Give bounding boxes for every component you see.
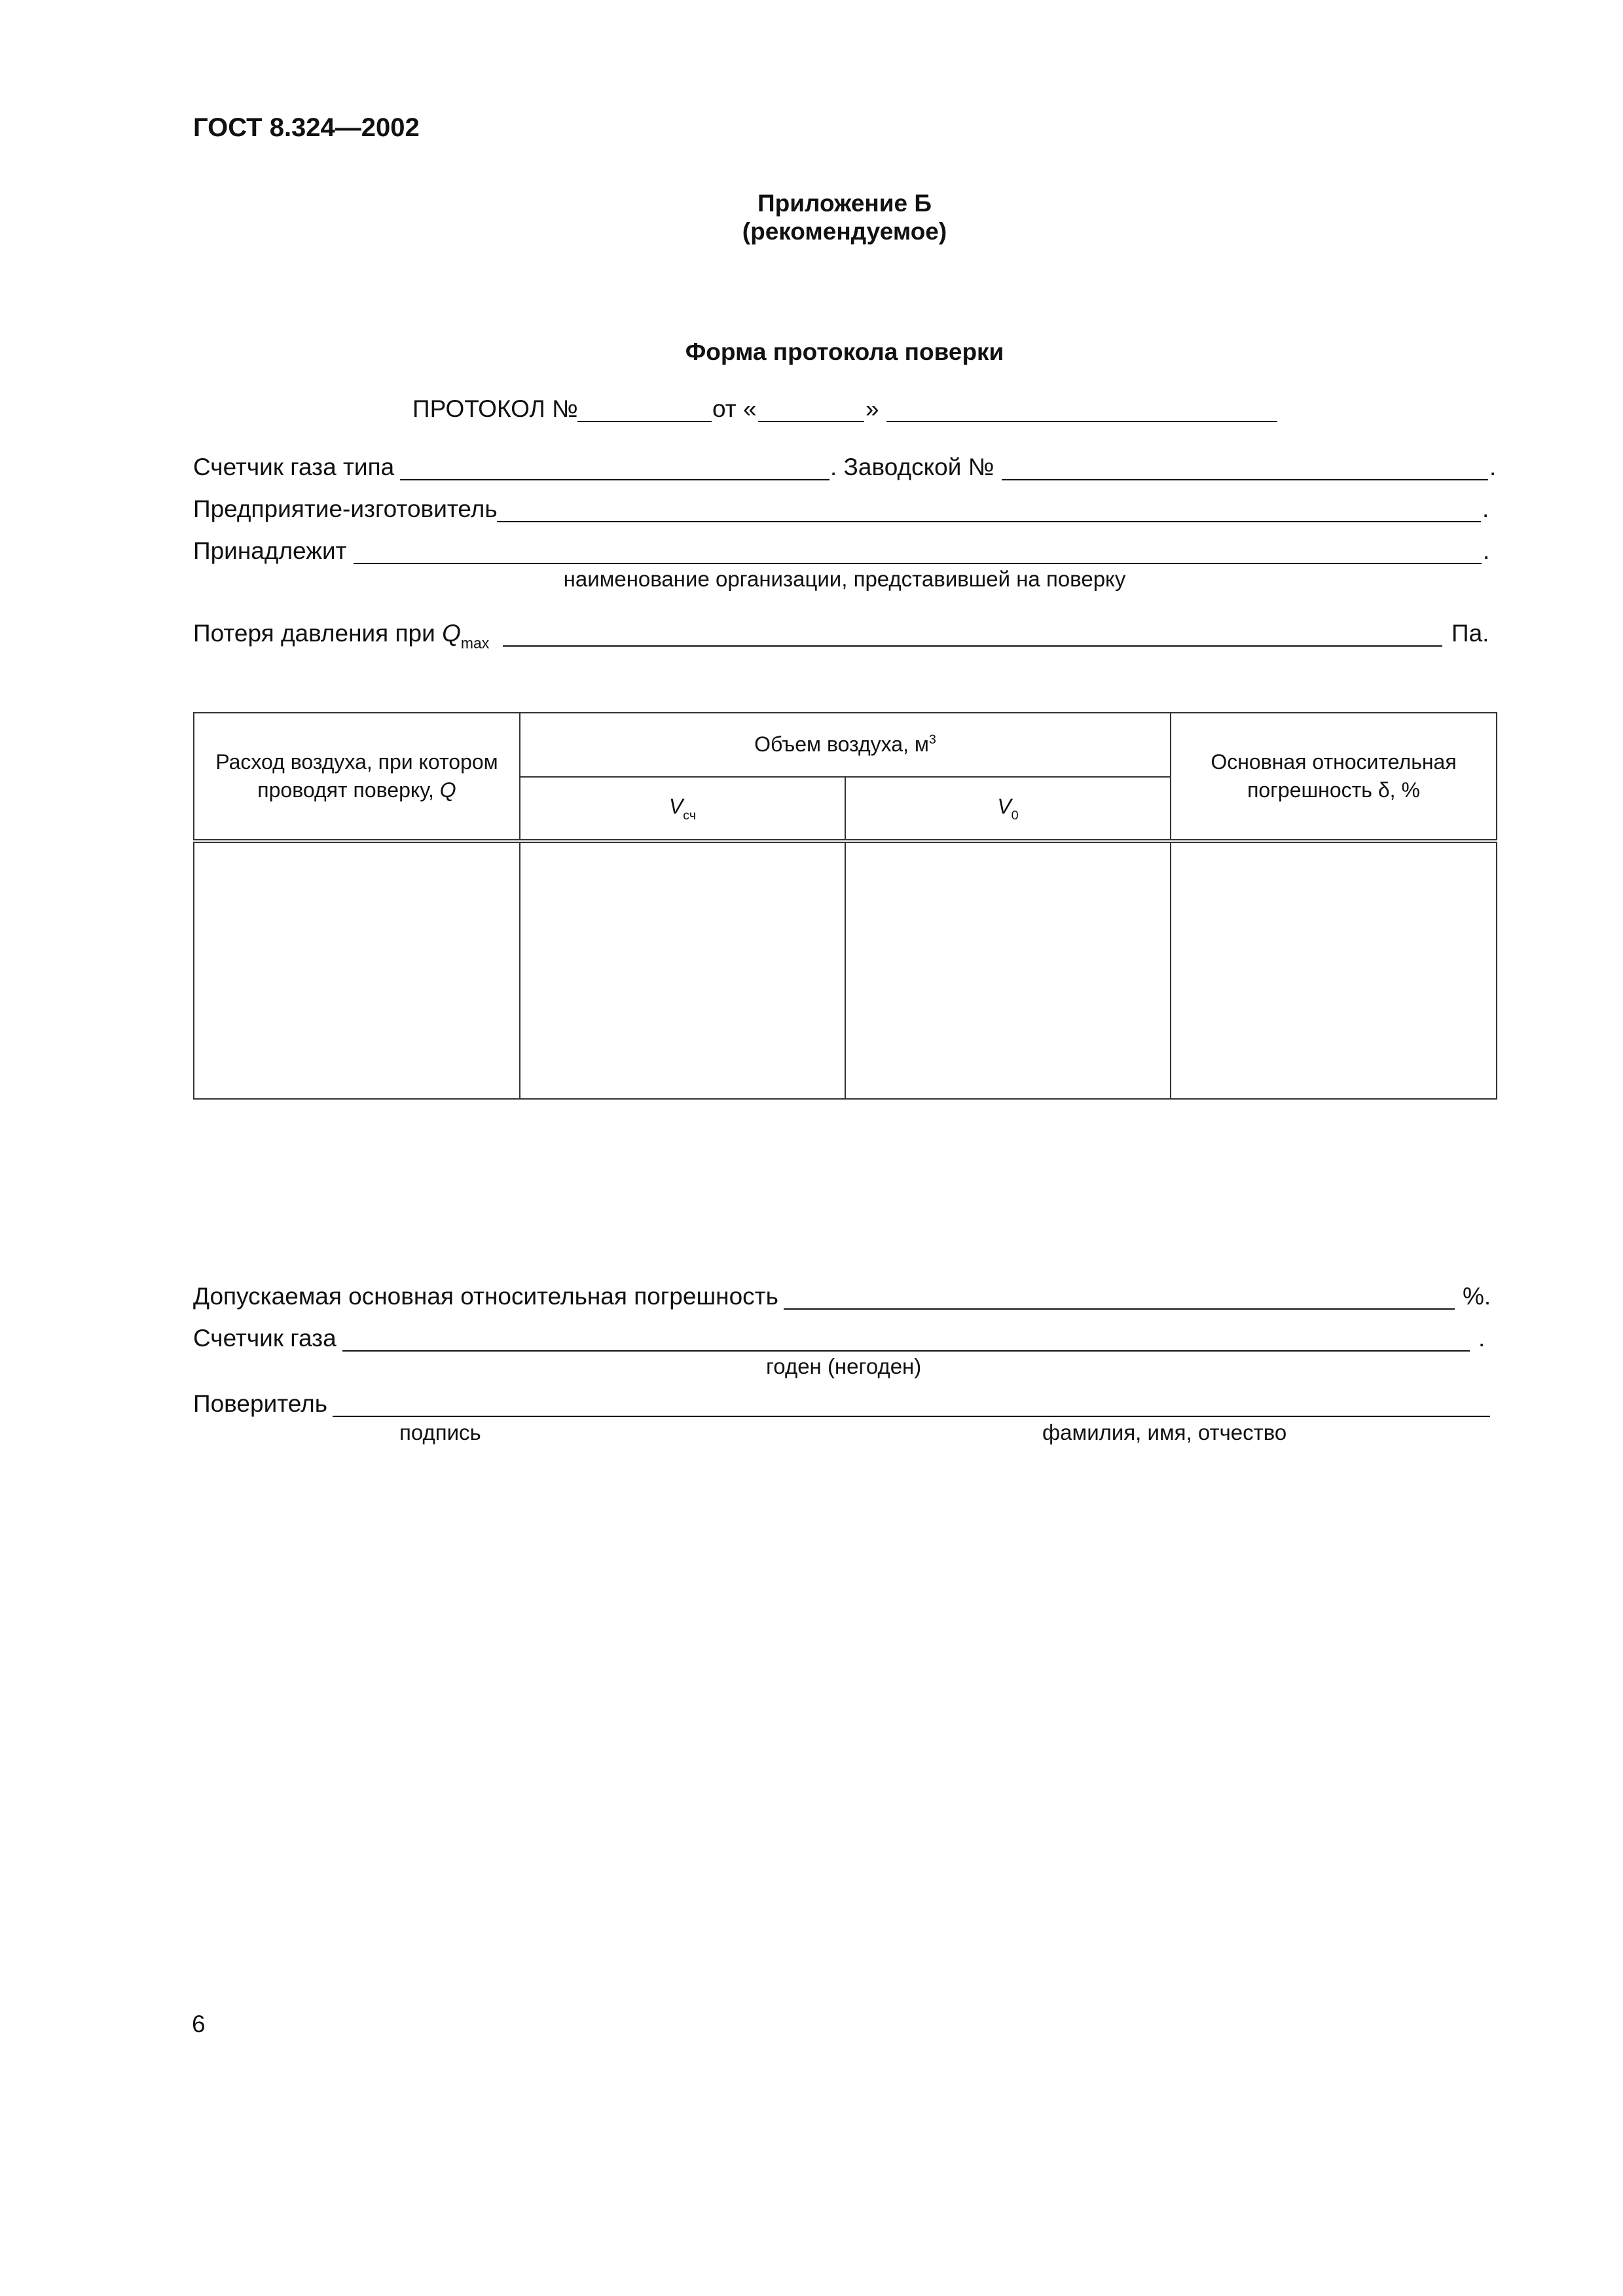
manufacturer-label: Предприятие-изготовитель — [193, 495, 498, 522]
owner-label: Принадлежит — [193, 537, 347, 564]
tolerance-line[interactable] — [784, 1308, 1455, 1310]
flow-rate-header-text: Расход воздуха, при котором проводят поверку, — [215, 749, 498, 802]
signature-caption: подпись — [399, 1420, 481, 1444]
reference-volume-header — [845, 777, 1171, 841]
meter-volume-cell[interactable] — [520, 841, 845, 1099]
relative-error-cell[interactable] — [1171, 841, 1497, 1099]
meter-verdict-line[interactable] — [342, 1350, 1470, 1352]
serial-number-line[interactable] — [1002, 479, 1488, 480]
meter-volume-variable: V — [668, 794, 684, 818]
verifier-label: Поверитель — [193, 1390, 327, 1417]
meter-verdict-caption: годен (негоден) — [766, 1354, 922, 1378]
manufacturer-end-period: . — [1482, 495, 1489, 522]
air-volume-header — [520, 713, 1171, 777]
pressure-subscript: max — [460, 634, 490, 652]
reference-volume-cell[interactable] — [845, 841, 1171, 1099]
verification-table — [193, 712, 1497, 1100]
air-volume-header-text: Объем воздуха, м — [754, 732, 929, 757]
tolerance-label: Допускаемая основная относительная погрешность — [193, 1283, 778, 1310]
meter-volume-subscript: сч — [683, 808, 697, 823]
appendix-subtitle: (рекомендуемое) — [742, 218, 947, 245]
protocol-date-line[interactable] — [886, 421, 1277, 422]
protocol-date-prefix: от « — [712, 395, 757, 422]
serial-label: . Заводской № — [830, 454, 994, 480]
verifier-line[interactable] — [333, 1416, 1490, 1417]
flow-rate-variable: Q — [439, 778, 456, 802]
pressure-loss-line[interactable] — [503, 645, 1442, 647]
meter-verdict-end: . — [1478, 1325, 1486, 1352]
owner-end-period: . — [1483, 537, 1490, 564]
appendix-title: Приложение Б — [757, 190, 932, 217]
meter-verdict-label: Счетчик газа — [193, 1325, 337, 1352]
serial-end-period: . — [1489, 454, 1497, 480]
protocol-label: ПРОТОКОЛ № — [412, 395, 578, 422]
meter-volume-header — [520, 777, 845, 841]
tolerance-unit: %. — [1463, 1283, 1491, 1310]
full-name-caption: фамилия, имя, отчество — [1042, 1420, 1287, 1444]
reference-volume-variable: V — [997, 794, 1012, 818]
pressure-unit: Па. — [1451, 620, 1489, 647]
page-number: 6 — [192, 2011, 206, 2037]
flow-rate-cell[interactable] — [194, 841, 520, 1099]
protocol-day-line[interactable] — [758, 421, 864, 422]
reference-volume-subscript: 0 — [1011, 808, 1019, 823]
owner-line[interactable] — [354, 563, 1482, 564]
pressure-loss-label — [193, 620, 489, 652]
form-title: Форма протокола поверки — [685, 338, 1004, 365]
pressure-variable: Q — [442, 620, 461, 647]
relative-error-header: Основная относительная погрешность δ, % — [1171, 713, 1497, 841]
protocol-number-line[interactable] — [577, 421, 712, 422]
owner-caption: наименование организации, представившей на поверку — [563, 567, 1126, 591]
meter-type-line[interactable] — [400, 479, 830, 480]
protocol-date-suffix: » — [866, 395, 879, 422]
meter-type-label: Счетчик газа типа — [193, 454, 395, 480]
flow-rate-header — [194, 713, 520, 841]
document-header: ГОСТ 8.324—2002 — [193, 113, 420, 142]
air-volume-superscript: 3 — [928, 732, 936, 747]
pressure-loss-text: Потеря давления при — [193, 620, 443, 647]
manufacturer-line[interactable] — [497, 521, 1481, 522]
